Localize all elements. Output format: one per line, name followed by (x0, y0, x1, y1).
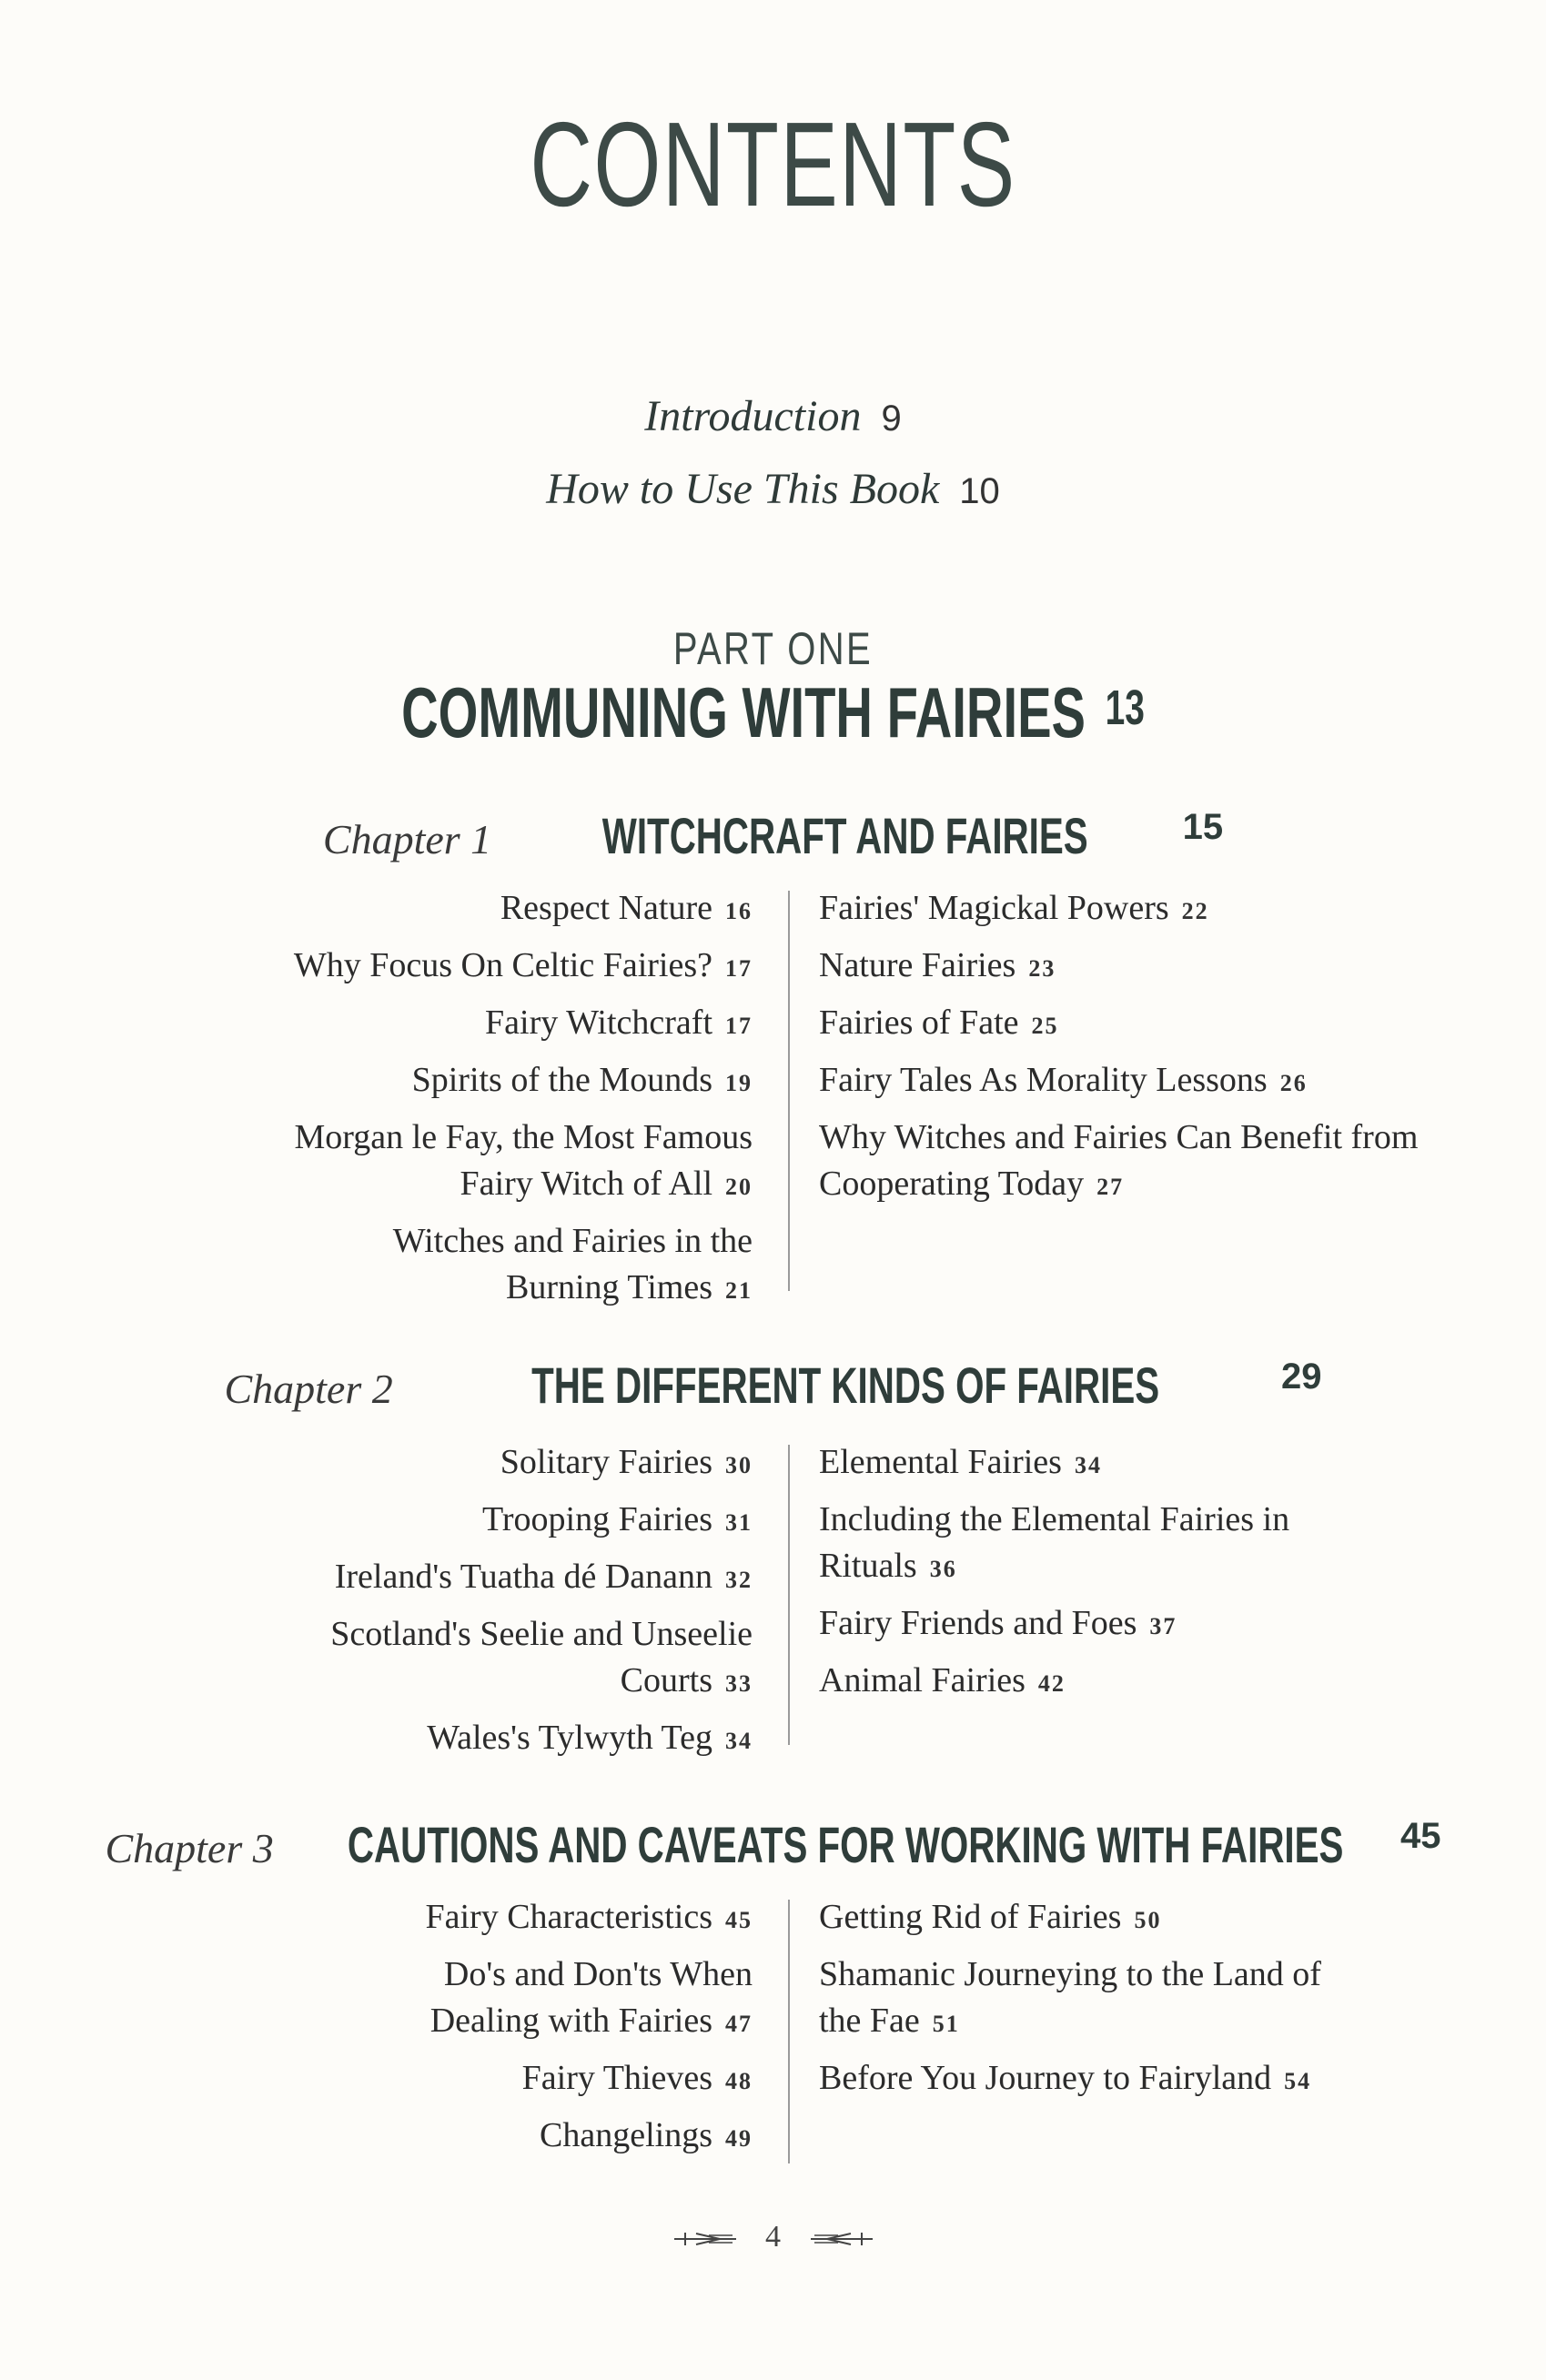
entry-text: Respect Nature (500, 889, 712, 927)
toc-entry[interactable] (819, 2055, 1438, 2104)
toc-entry[interactable] (188, 1439, 753, 1488)
chapter-2-right-column (819, 1439, 1438, 1715)
entry-text: Do's and Don'ts When Dealing with Fairies (429, 1955, 753, 2040)
entry-page: 21 (725, 1277, 753, 1304)
entry-text: Fairy Thieves (521, 2059, 712, 2097)
chapter-2-heading[interactable] (0, 1356, 1546, 1415)
chapter-1-left-column (188, 885, 753, 1322)
toc-entry[interactable] (819, 1057, 1438, 1106)
chapter-1-heading[interactable] (0, 806, 1546, 865)
chapter-title: CAUTIONS AND CAVEATS FOR WORKING WITH FAIRIES (347, 1816, 1344, 1873)
entry-text: Nature Fairies (819, 946, 1016, 984)
entry-text: Ireland's Tuatha dé Danann (334, 1558, 712, 1596)
entry-text: Shamanic Journeying to the Land of the Fae (819, 1955, 1321, 2040)
front-matter-page: 10 (959, 471, 1000, 511)
chapter-2-left-column (188, 1439, 753, 1772)
entry-text: Fairy Friends and Foes (819, 1604, 1137, 1642)
column-divider (788, 1445, 790, 1745)
chapter-label: Chapter 3 (105, 1825, 274, 1871)
toc-entry[interactable] (188, 1057, 753, 1106)
entry-page: 31 (725, 1509, 753, 1536)
chapter-3-left-column (188, 1894, 753, 2170)
toc-entry[interactable] (819, 1439, 1438, 1488)
chapter-page: 29 (1281, 1356, 1322, 1397)
entry-page: 17 (725, 1013, 753, 1039)
toc-entry[interactable] (819, 1114, 1420, 1210)
toc-entry[interactable] (188, 1951, 753, 2047)
toc-entry[interactable] (188, 1114, 753, 1210)
toc-entry[interactable] (819, 1951, 1365, 2047)
toc-entry[interactable] (819, 1000, 1438, 1049)
entry-page: 34 (725, 1728, 753, 1754)
part-label: PART ONE (672, 623, 874, 674)
entry-page: 30 (725, 1452, 753, 1478)
entry-page: 27 (1096, 1174, 1125, 1200)
toc-entry[interactable] (819, 1600, 1438, 1649)
entry-page: 45 (725, 1907, 753, 1933)
entry-page: 34 (1074, 1452, 1102, 1478)
toc-entry[interactable] (819, 1658, 1438, 1707)
column-divider (788, 1900, 790, 2163)
page-number: 4 (765, 2220, 781, 2254)
entry-text: Solitary Fairies (500, 1443, 712, 1481)
entry-page: 33 (725, 1670, 753, 1697)
chapter-title: WITCHCRAFT AND FAIRIES (601, 807, 1088, 864)
page-title: CONTENTS (530, 97, 1016, 231)
entry-text: Spirits of the Mounds (411, 1061, 712, 1099)
entry-text: Animal Fairies (819, 1661, 1026, 1699)
front-matter-label: How to Use This Book (546, 465, 940, 513)
column-divider (788, 891, 790, 1291)
entry-text: Scotland's Seelie and Unseelie Courts (330, 1615, 753, 1699)
part-page: 13 (1105, 681, 1145, 735)
entry-page: 26 (1279, 1070, 1308, 1096)
toc-entry[interactable] (819, 885, 1438, 934)
entry-page: 36 (929, 1556, 957, 1582)
entry-text: Getting Rid of Fairies (819, 1898, 1122, 1936)
part-title-text: COMMUNING WITH FAIRIES (401, 672, 1086, 752)
entry-page: 23 (1028, 955, 1056, 982)
entry-text: Fairies' Magickal Powers (819, 889, 1169, 927)
entry-page: 37 (1149, 1613, 1177, 1639)
chapter-3-heading[interactable] (0, 1815, 1546, 1874)
entry-text: Changelings (540, 2116, 712, 2154)
front-matter-label: Introduction (644, 392, 862, 440)
part-title[interactable] (217, 671, 1329, 754)
front-matter-how-to-use[interactable] (0, 464, 1546, 514)
entry-text: Fairy Tales As Morality Lessons (819, 1061, 1268, 1099)
entry-page: 25 (1031, 1013, 1059, 1039)
entry-page: 50 (1134, 1907, 1162, 1933)
entry-page: 47 (725, 2011, 753, 2037)
toc-entry[interactable] (819, 1894, 1438, 1943)
entry-text: Trooping Fairies (481, 1500, 712, 1538)
entry-page: 22 (1181, 898, 1209, 924)
entry-text: Fairy Characteristics (425, 1898, 712, 1936)
entry-text: Fairies of Fate (819, 1003, 1019, 1042)
toc-entry[interactable] (188, 943, 753, 992)
chapter-page: 45 (1400, 1816, 1441, 1856)
chapter-3-right-column (819, 1894, 1438, 2113)
toc-entry[interactable] (188, 885, 753, 934)
chapter-1-right-column (819, 885, 1438, 1218)
entry-page: 49 (725, 2125, 753, 2152)
right-ornament-icon (809, 2231, 874, 2247)
toc-entry[interactable] (188, 1715, 753, 1764)
entry-text: Elemental Fairies (819, 1443, 1062, 1481)
front-matter-introduction[interactable] (0, 391, 1546, 441)
toc-entry[interactable] (188, 1218, 753, 1314)
chapter-label: Chapter 1 (322, 816, 492, 862)
toc-entry[interactable] (188, 2055, 753, 2104)
toc-entry[interactable] (188, 1000, 753, 1049)
entry-page: 51 (932, 2011, 960, 2037)
toc-entry[interactable] (819, 943, 1438, 992)
entry-page: 48 (725, 2068, 753, 2094)
entry-page: 32 (725, 1567, 753, 1593)
toc-entry[interactable] (188, 2113, 753, 2162)
entry-text: Including the Elemental Fairies in Rituals (819, 1500, 1290, 1585)
entry-text: Before You Journey to Fairyland (819, 2059, 1272, 2097)
entry-text: Fairy Witchcraft (485, 1003, 712, 1042)
entry-text: Wales's Tylwyth Teg (427, 1719, 712, 1757)
front-matter-page: 9 (881, 398, 902, 439)
entry-text: Witches and Fairies in the Burning Times (392, 1222, 753, 1306)
entry-page: 19 (725, 1070, 753, 1096)
folio (0, 2220, 1546, 2254)
toc-entry[interactable] (188, 1611, 753, 1707)
entry-text: Why Focus On Celtic Fairies? (293, 946, 712, 984)
chapter-page: 15 (1182, 807, 1224, 847)
entry-text: Morgan le Fay, the Most Famous Fairy Witch of All (294, 1118, 753, 1203)
entry-page: 42 (1037, 1670, 1066, 1697)
entry-page: 54 (1284, 2068, 1312, 2094)
toc-entry[interactable] (188, 1497, 753, 1546)
entry-page: 16 (725, 898, 753, 924)
toc-entry[interactable] (819, 1497, 1329, 1592)
entry-page: 17 (725, 955, 753, 982)
entry-text: Why Witches and Fairies Can Benefit from Cooperating Today (819, 1118, 1419, 1203)
toc-entry[interactable] (188, 1554, 753, 1603)
entry-page: 20 (725, 1174, 753, 1200)
chapter-title: THE DIFFERENT KINDS OF FAIRIES (530, 1356, 1159, 1414)
left-ornament-icon (672, 2231, 738, 2247)
chapter-label: Chapter 2 (224, 1366, 393, 1412)
toc-entry[interactable] (188, 1894, 753, 1943)
